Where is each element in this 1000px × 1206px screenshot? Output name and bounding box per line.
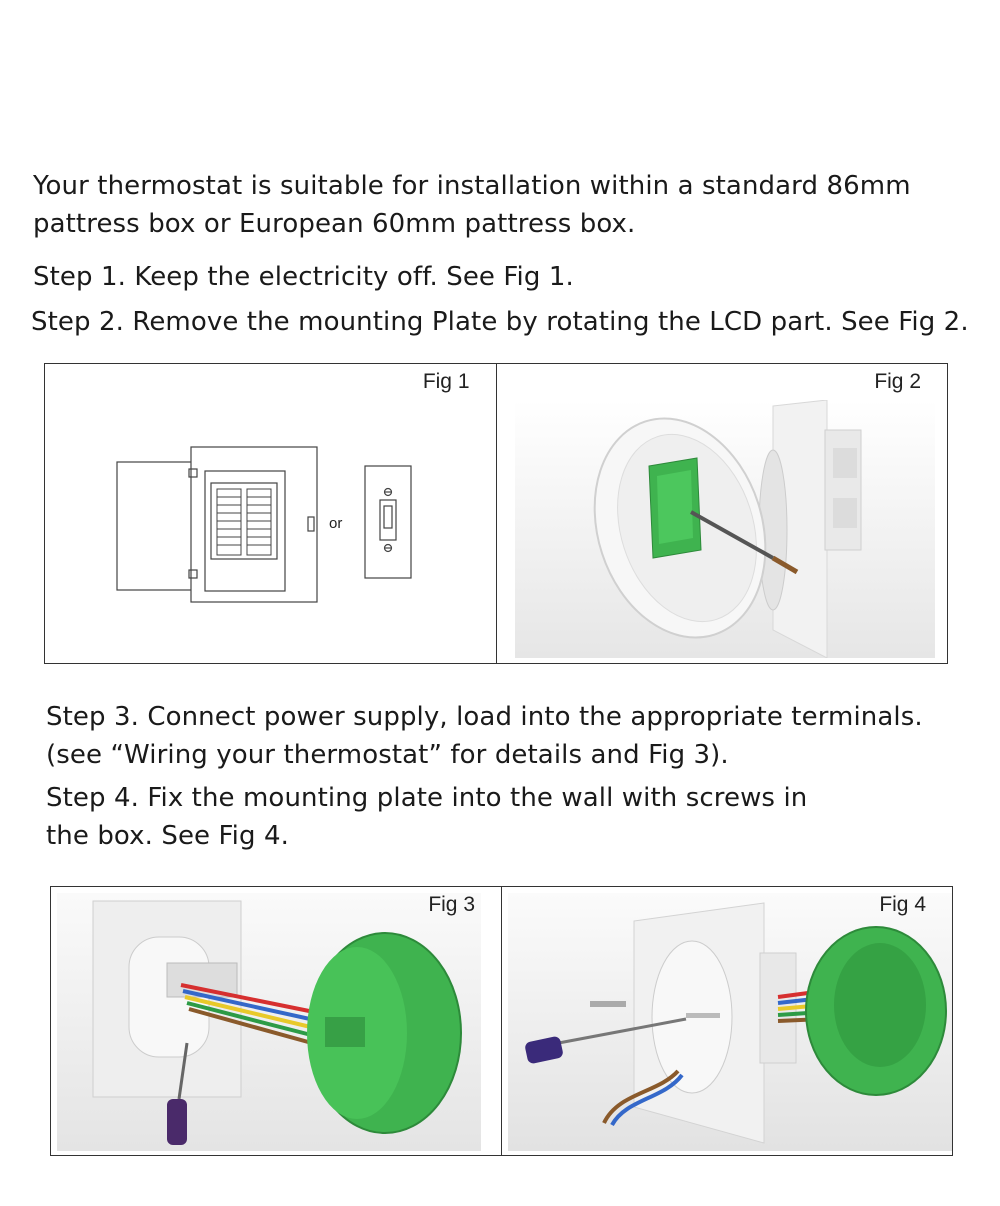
wiring-connection-illustration [57, 893, 481, 1151]
fig-2-panel [496, 364, 948, 663]
intro-line-2: pattress box or European 60mm pattress box. [33, 209, 636, 239]
step-1-text: Step 1. Keep the electricity off. See Fig 1. [33, 262, 574, 292]
figure-row-top [44, 363, 948, 664]
fig-2-label: Fig 2 [874, 370, 921, 393]
fig-1-or-text: or [329, 515, 343, 532]
thermostat-removal-illustration [515, 400, 935, 658]
fig-4-panel [501, 887, 952, 1155]
fuse-box-illustration [105, 439, 355, 609]
step-3-line-1: Step 3. Connect power supply, load into the appropriate terminals. [46, 702, 923, 732]
fig-3-label: Fig 3 [428, 893, 475, 916]
fig-3-panel [51, 887, 501, 1155]
step-2-text: Step 2. Remove the mounting Plate by rotating the LCD part. See Fig 2. [31, 307, 969, 337]
fig-1-panel [45, 364, 496, 663]
light-switch-icon [363, 464, 415, 582]
fig-1-label: Fig 1 [422, 370, 470, 393]
figure-row-bottom [50, 886, 953, 1156]
fig-4-label: Fig 4 [879, 893, 926, 916]
intro-line-1: Your thermostat is suitable for installation within a standard 86mm [33, 171, 911, 201]
step-3-line-2: (see “Wiring your thermostat” for details and Fig 3). [46, 740, 729, 770]
step-4-line-1: Step 4. Fix the mounting plate into the wall with screws in [46, 783, 808, 813]
mounting-plate-screw-illustration [508, 893, 952, 1151]
step-4-line-2: the box. See Fig 4. [46, 821, 289, 851]
